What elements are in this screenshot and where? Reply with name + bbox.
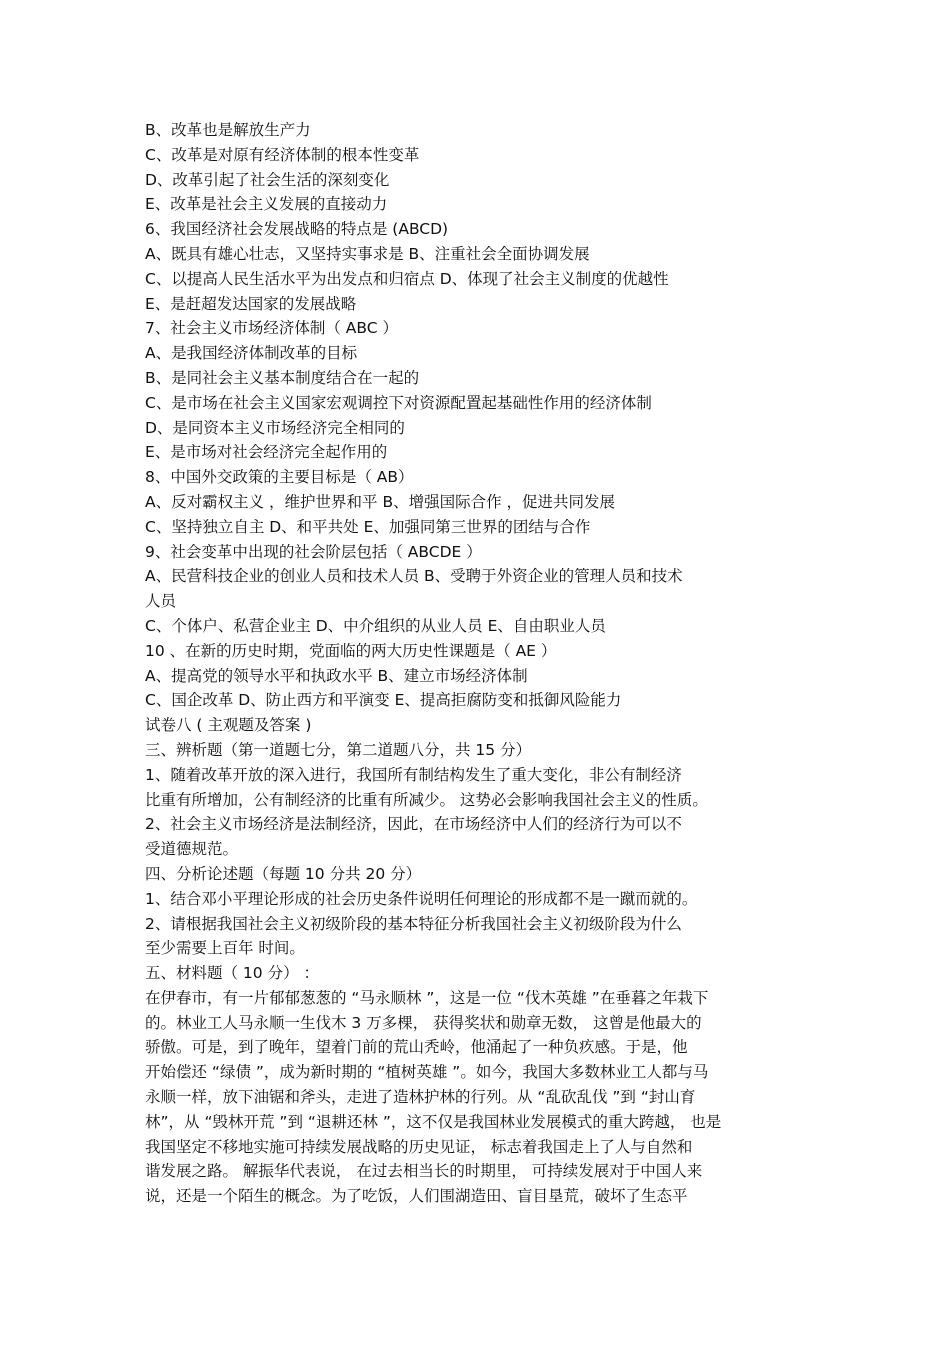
text-line: 说，还是一个陌生的概念。为了吃饭，人们围湖造田、盲目垦荒，破坏了生态平 — [145, 1187, 688, 1206]
text-line: E、是赶超发达国家的发展战略 — [145, 294, 357, 313]
text-line: 2、请根据我国社会主义初级阶段的基本特征分析我国社会主义初级阶段为什么 — [145, 914, 682, 933]
text-line: A、反对霸权主义 ，维护世界和平 B、增强国际合作 ，促进共同发展 — [145, 492, 616, 511]
text-line: D、是同资本主义市场经济完全相同的 — [145, 418, 405, 437]
text-line: D、改革引起了社会生活的深刻变化 — [145, 170, 390, 189]
text-line: 人员 — [145, 592, 177, 611]
text-line: 比重有所增加，公有制经济的比重有所减少。 这势必会影响我国社会主义的性质。 — [145, 790, 708, 809]
text-line: 的。林业工人马永顺一生伐木 3 万多棵， 获得奖状和勋章无数， 这曾是他最大的 — [145, 1013, 702, 1032]
text-line: 受道德规范。 — [145, 840, 239, 859]
text-line: 四、分析论述题（每题 10 分共 20 分） — [145, 864, 422, 883]
text-line: A、是我国经济体制改革的目标 — [145, 344, 358, 363]
text-line: 谐发展之路。 解振华代表说， 在过去相当长的时期里， 可持续发展对于中国人来 — [145, 1162, 703, 1181]
text-line: 7、社会主义市场经济体制（ ABC ） — [145, 319, 399, 338]
text-line: 1、结合邓小平理论形成的社会历史条件说明任何理论的形成都不是一蹴而就的。 — [145, 889, 698, 908]
text-line: B、是同社会主义基本制度结合在一起的 — [145, 368, 420, 387]
text-line: 在伊春市，有一片郁郁葱葱的 “马永顺林 ”，这是一位 “伐木英雄 ”在垂暮之年栽下 — [145, 988, 709, 1007]
text-line: 8、中国外交政策的主要目标是（ AB） — [145, 468, 414, 487]
text-line: 骄傲。可是，到了晚年，望着门前的荒山秃岭，他涌起了一种负疚感。于是，他 — [145, 1038, 688, 1057]
text-line: C、国企改革 D、防止西方和平演变 E、提高拒腐防变和抵御风险能力 — [145, 691, 622, 710]
document-page — [145, 118, 815, 1209]
text-line: 林”，从 “毁林开荒 ”到 “退耕还林 ”，这不仅是我国林业发展模式的重大跨越， 也是 — [145, 1112, 722, 1131]
text-line: B、改革也是解放生产力 — [145, 121, 311, 139]
text-line: 1、随着改革开放的深入进行，我国所有制结构发生了重大变化，非公有制经济 — [145, 765, 682, 784]
text-line: C、个体户、私营企业主 D、中介组织的从业人员 E、自由职业人员 — [145, 616, 606, 635]
text-line: 我国坚定不移地实施可持续发展战略的历史见证， 标志着我国走上了人与自然和 — [145, 1137, 693, 1156]
text-line: 三、辨析题（第一道题七分，第二道题八分，共 15 分） — [145, 740, 532, 759]
text-line: C、以提高人民生活水平为出发点和归宿点 D、体现了社会主义制度的优越性 — [145, 269, 669, 288]
text-line: 试卷八 ( 主观题及答案 ) — [145, 716, 312, 735]
text-line: 至少需要上百年 时间。 — [145, 939, 305, 958]
text-line: 开始偿还 “绿债 ”，成为新时期的 “植树英雄 ”。如今，我国大多数林业工人都与马 — [145, 1063, 709, 1082]
text-line: C、坚持独立自主 D、和平共处 E、加强同第三世界的团结与合作 — [145, 517, 591, 536]
text-line: E、改革是社会主义发展的直接动力 — [145, 195, 388, 214]
text-line: E、是市场对社会经济完全起作用的 — [145, 443, 388, 462]
text-line: 6、我国经济社会发展战略的特点是 (ABCD) — [145, 220, 449, 239]
text-line: 2、社会主义市场经济是法制经济，因此，在市场经济中人们的经济行为可以不 — [145, 815, 682, 834]
text-line: A、提高党的领导水平和执政水平 B、建立市场经济体制 — [145, 666, 528, 685]
text-line: 永顺一样，放下油锯和斧头，走进了造林护林的行列。从 “乱砍乱伐 ”到 “封山育 — [145, 1088, 696, 1107]
text-line: C、改革是对原有经济体制的根本性变革 — [145, 145, 420, 164]
text-line: A、既具有雄心壮志，又坚持实事求是 B、注重社会全面协调发展 — [145, 244, 590, 263]
text-line: 五、材料题（ 10 分） ： — [145, 964, 320, 983]
text-line: 10 、在新的历史时期，党面临的两大历史性课题是（ AE ） — [145, 641, 557, 660]
text-line: C、是市场在社会主义国家宏观调控下对资源配置起基础性作用的经济体制 — [145, 393, 652, 412]
text-line: A、民营科技企业的创业人员和技术人员 B、受聘于外资企业的管理人员和技术 — [145, 567, 683, 586]
text-line: 9、社会变革中出现的社会阶层包括（ ABCDE ） — [145, 542, 482, 561]
